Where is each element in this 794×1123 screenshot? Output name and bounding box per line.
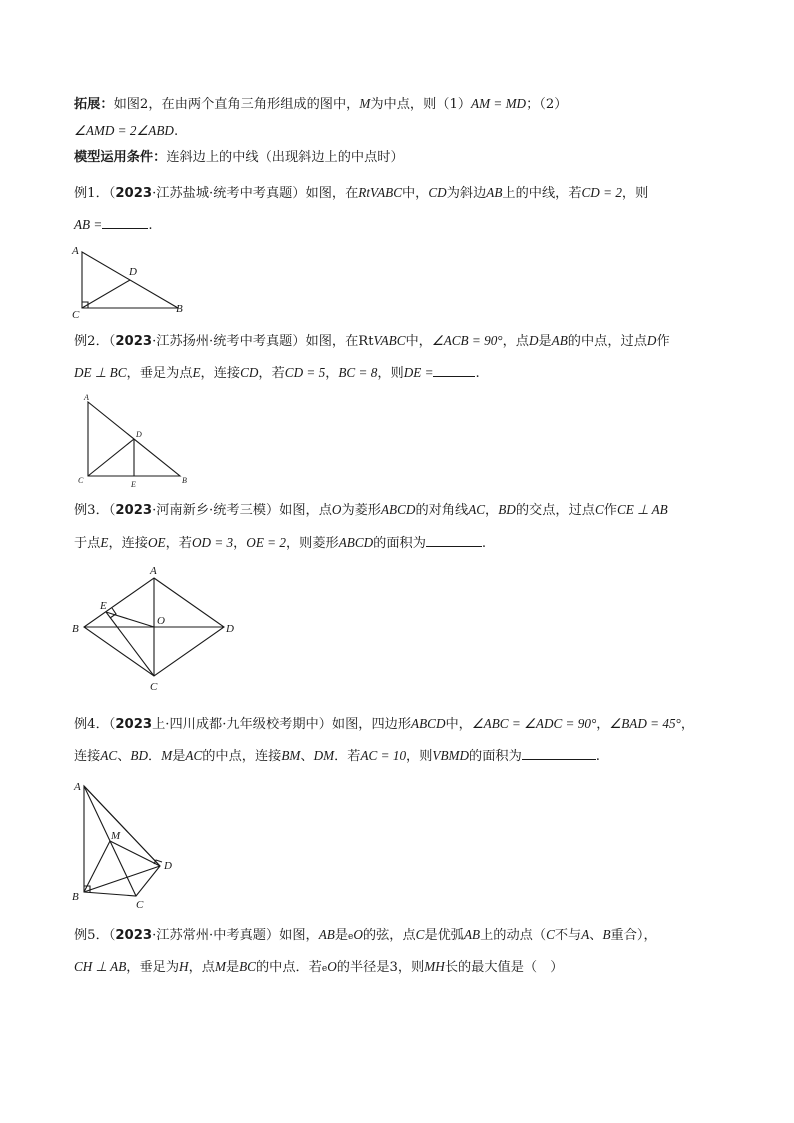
model-condition: 模型运用条件：连斜边上的中线（出现斜边上的中点时）: [74, 150, 404, 165]
label-a: A: [74, 781, 81, 793]
label-o: O: [157, 615, 165, 627]
label-a: A: [72, 245, 79, 257]
answer-blank[interactable]: [426, 534, 482, 547]
label-a: A: [84, 393, 89, 402]
answer-blank[interactable]: [433, 364, 475, 377]
label-d: D: [129, 266, 137, 278]
label-b: B: [182, 476, 187, 485]
example-2-line-1: 例2．（2023·江苏扬州·统考中考真题）如图，在RtVABC中，∠ACB = 90°，点D是AB的中点，过点D作: [74, 333, 670, 349]
example-5-line-1: 例5．（2023·江苏常州·中考真题）如图，AB是eO的弦，点C是优弧AB上的动点（C不与A、B重合），: [74, 927, 657, 943]
example-4-line-2: 连接AC、BD．M是AC的中点，连接BM、DM．若AC = 10，则VBMD的面积为 .: [74, 748, 600, 764]
label-c: C: [136, 899, 144, 911]
perpendicular-ce: [106, 612, 154, 676]
side-ad: [84, 786, 160, 866]
example-2-line-2: DE ⊥ BC，垂足为点E，连接CD，若CD = 5，BC = 8，则DE = .: [74, 365, 480, 381]
label-c: C: [72, 309, 80, 321]
label-d: D: [226, 623, 234, 635]
label-e: E: [131, 480, 136, 489]
answer-blank[interactable]: [102, 216, 148, 229]
segment-oe: [106, 612, 154, 627]
median-cd: [88, 439, 134, 476]
segment-dm: [110, 841, 160, 866]
example-1-line-2: AB = .: [74, 217, 153, 233]
label-c: C: [78, 476, 84, 485]
label-a: A: [150, 565, 157, 577]
label-d: D: [136, 430, 142, 439]
label-d: D: [164, 860, 172, 872]
figure-3: [66, 562, 256, 700]
example-3-line-1: 例3．（2023·河南新乡·统考三模）如图，点O为菱形ABCD的对角线AC，BD的交点，过点C作CE ⊥ AB: [74, 502, 668, 518]
label-b: B: [72, 623, 79, 635]
example-3-line-2: 于点E，连接OE，若OD = 3，OE = 2，则菱形ABCD的面积为 .: [74, 535, 487, 551]
example-1-line-1: 例1．（2023·江苏盐城·统考中考真题）如图，在RtVABC中，CD为斜边AB上的中线，若CD = 2，则: [74, 185, 649, 201]
extension-line-1: 拓展：如图2，在由两个直角三角形组成的图中，M为中点，则（1）AM = MD；（2）: [74, 96, 568, 112]
example-4-line-1: 例4．（2023上·四川成都·九年级校考期中）如图，四边形ABCD中，∠ABC = ∠ADC = 90°，∠BAD = 45°，: [74, 716, 695, 732]
figure-4: [70, 776, 190, 910]
answer-blank[interactable]: [522, 747, 596, 760]
label-m: M: [111, 830, 121, 842]
label-e: E: [100, 600, 107, 612]
median-cd: [82, 280, 130, 308]
label-b: B: [72, 891, 79, 903]
extension-line-2: ∠AMD = 2∠ABD.: [74, 123, 179, 139]
label-b: B: [176, 303, 183, 315]
label-c: C: [150, 681, 158, 693]
figure-2: [74, 390, 204, 490]
figure-1: [70, 240, 190, 320]
example-5-line-2: CH ⊥ AB，垂足为H，点M是BC的中点．若eO的半径是3，则MH长的最大值是（ ）: [74, 959, 564, 975]
